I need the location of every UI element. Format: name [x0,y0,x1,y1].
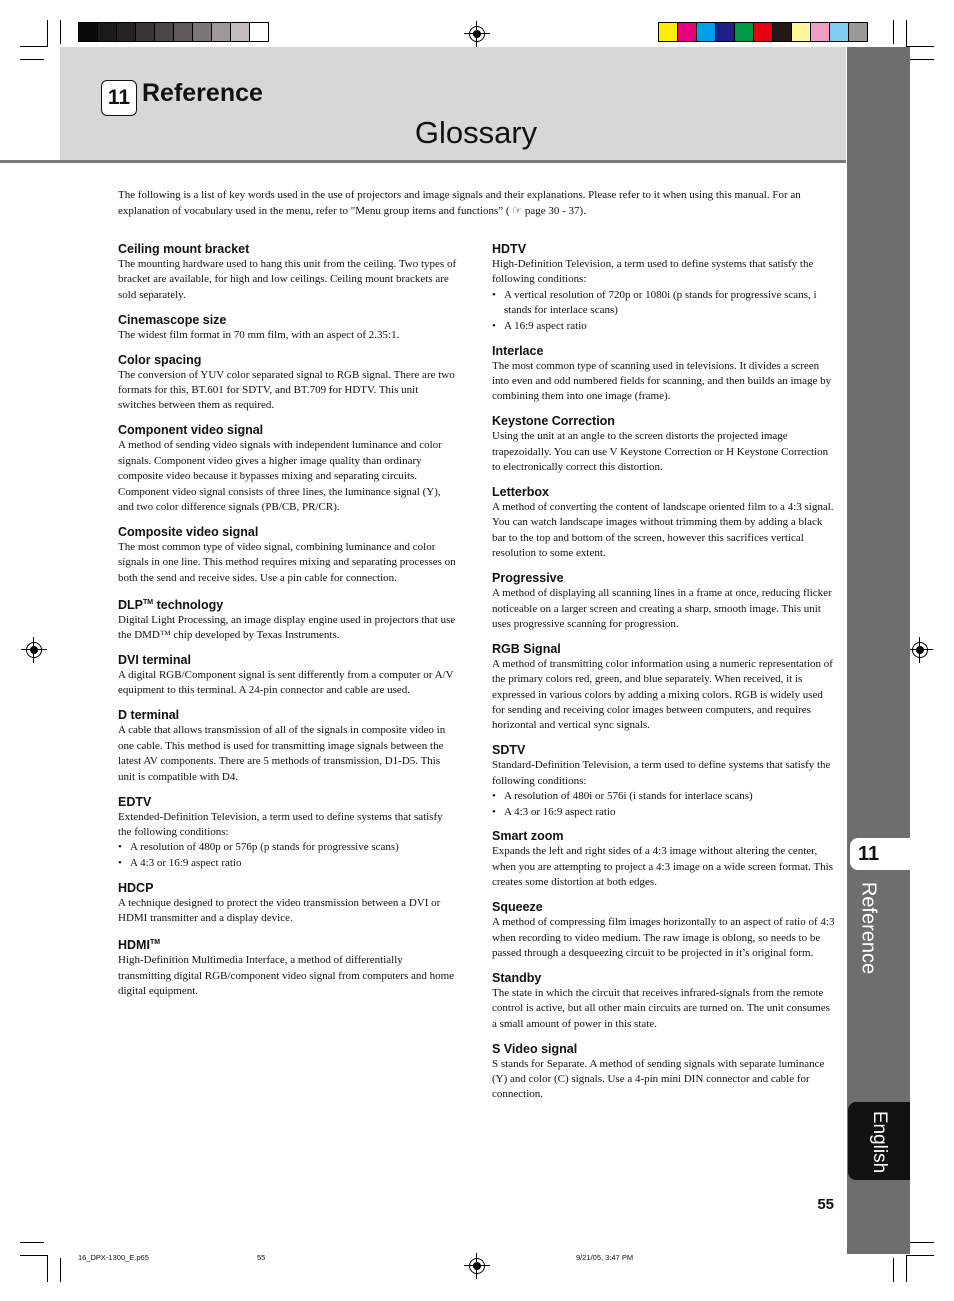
glossary-term [492,570,836,586]
glossary-term [118,794,458,810]
glossary-entry [492,742,836,820]
color-swatch [174,23,193,41]
glossary-entry [492,641,836,734]
glossary-term [118,524,458,540]
glossary-term [118,595,458,613]
glossary-entry [492,899,836,961]
registration-mark-icon [469,26,485,42]
color-swatch [735,23,754,41]
grayscale-color-bar [78,22,269,42]
page-title: Glossary [414,115,538,150]
glossary-column-left [118,241,458,1008]
glossary-term-text: D terminal [118,708,180,723]
glossary-entry [492,241,836,334]
glossary-term-text: Cinemascope size [118,312,227,327]
glossary-term [492,742,836,758]
chapter-number-badge: 11 [101,80,137,116]
condition-list [492,288,836,334]
intro-paragraph: The following is a list of key words used in the use of projectors and image signals and their explanations. Please refer to it when using this manual. For an explanation of vocabulary used in the menu, refer to "Menu group items and functions” ( ☞ page 30 - 37). [118,189,801,217]
glossary-term-text: Interlace [492,343,544,358]
glossary-term [492,484,836,500]
glossary-entry [492,1041,836,1103]
glossary-term [492,1041,836,1057]
glossary-entry [492,343,836,405]
glossary-term [118,312,458,328]
glossary-term [118,241,458,257]
glossary-term [492,899,836,915]
glossary-term-text: Ceiling mount bracket [118,242,250,256]
glossary-definition: The most common type of scanning used in televisions. It divides a screen into even and odd numbered fields for scanning, and then builds an image by combining them into one image (frame). [492,359,832,403]
trademark-superscript: TM [149,938,161,946]
glossary-entry [118,652,458,699]
glossary-entry [118,595,458,644]
glossary-term [118,652,458,668]
crop-mark [893,1258,894,1282]
color-swatch [98,23,117,41]
condition-list [492,789,836,820]
header-divider [0,160,846,163]
glossary-definition: The mounting hardware used to hang this unit from the ceiling. Two types of bracket are available, for high and low ceilings. Ceiling mount brackets are sold separately. [118,258,457,301]
glossary-definition: Extended-Definition Television, a term used to define systems that satisfy the following conditions: [118,810,443,838]
glossary-definition: A method of converting the content of landscape oriented film to a 4:3 signal. You can watch landscape images without trimming them by adding a black bar to the top and bottom of the screen, however this sacrifices vertical resolution to some extent. [492,500,834,560]
crop-mark [906,1255,907,1282]
chapter-title: Reference [142,79,263,107]
color-swatch [250,23,268,41]
condition-item: • A resolution of 480p or 576p (p stands for progressive scans) [118,840,458,855]
color-swatch [716,23,735,41]
glossary-term-text: Progressive [492,571,564,586]
glossary-definition: A digital RGB/Component signal is sent differently from a computer or A/V equipment to this terminal. A 24-pin connector and cable are used. [118,669,454,697]
glossary-term-text: Color spacing [118,352,202,367]
glossary-entry [492,570,836,632]
crop-mark [906,20,907,47]
glossary-term [492,413,836,429]
glossary-column-right [492,241,836,1111]
glossary-entry [492,413,836,475]
glossary-term-text: Letterbox [492,484,549,499]
glossary-term-text: SDTV [492,743,526,758]
glossary-definition: The state in which the circuit that receives infrared-signals from the remote control is active, but all other main circuits are turned on. The unit consumes a small amount of power in this state. [492,986,830,1030]
color-swatch [193,23,212,41]
glossary-term [492,828,836,844]
side-tab-section-label [828,881,908,975]
color-swatch [678,23,697,41]
registration-mark-icon [912,642,928,658]
glossary-definition: Digital Light Processing, an image display engine used in projectors that use the DMD™ chip developed by Texas Instruments. [118,613,456,642]
glossary-entry [492,484,836,562]
glossary-entry [118,312,458,343]
glossary-definition: The conversion of YUV color separated signal to RGB signal. There are two formats for this, BT.601 for SDTV, and BT.709 for HDTV. This unit switches between them as required. [118,368,455,412]
glossary-term-text: Keystone Correction [492,414,615,429]
glossary-entry [492,828,836,890]
glossary-term-text: Composite video signal [118,524,259,539]
glossary-term-text: Smart zoom [492,829,564,844]
glossary-definition: A method of transmitting color information using a numeric representation of the primary colors red, green, and blue separately. When received, it is expressed in various colors by adding a mixing colors. RGB is widely used for sending and receiving color images between computers, and requires horizontal and vertical sync signals. [492,657,833,732]
glossary-entry [118,707,458,785]
color-swatch [754,23,773,41]
glossary-entry [118,241,458,303]
footer-page: 55 [257,1253,266,1262]
process-color-bar [658,22,868,42]
footer-file-name: 16_DPX-1300_E.p65 [78,1253,149,1262]
side-tab-language-text: English [869,1110,890,1174]
glossary-definition: The most common type of video signal, combining luminance and color signals in one line. This method requires mixing and separating processes on both the send and receive sides. Use a pin cable for connection. [118,540,456,584]
color-swatch [697,23,716,41]
color-swatch [231,23,250,41]
color-swatch [830,23,849,41]
glossary-definition: Standard-Definition Television, a term used to define systems that satisfy the following conditions: [492,759,831,787]
glossary-term [118,422,458,438]
condition-item: • A 16:9 aspect ratio [492,319,836,334]
glossary-definition: High-Definition Multimedia Interface, a method of differentially transmitting digital RGB/component video signal from computers and home digital equipment. [118,954,455,997]
crop-mark [60,1258,61,1282]
glossary-term [492,241,836,257]
glossary-term [118,707,458,723]
condition-item: • A resolution of 480i or 576i (i stands for interlace scans) [492,789,836,804]
crop-mark [910,59,934,60]
crop-mark [47,1255,48,1282]
glossary-definition: Expands the left and right sides of a 4:3 image without altering the center, when you are attempting to project a 4:3 image on a wide screen format. This creates some distortion at both edges. [492,845,833,889]
glossary-term-text: EDTV [118,794,152,809]
glossary-term [492,641,836,657]
crop-mark [20,59,44,60]
color-swatch [117,23,136,41]
glossary-definition: A method of displaying all scanning lines in a frame at once, reducing flicker noticeable on a larger screen and creating a sharp, smooth image. This unit uses progressive scanning for progression. [492,587,832,630]
condition-item: • A 4:3 or 16:9 aspect ratio [492,805,836,820]
glossary-definition: A method of sending video signals with independent luminance and color signals. Component video gives a higher image quality than ordinary composite video because it bypasses mixing and separating circuits. Component video signal consists of three lines, the luminance signal (Y), and two color difference signals (PB/CB, PR/CR). [118,439,442,513]
footer-timestamp: 9/21/05, 3:47 PM [576,1253,634,1262]
glossary-term [118,880,458,896]
condition-item: • A 4:3 or 16:9 aspect ratio [118,856,458,871]
crop-mark [893,20,894,44]
glossary-definition: A method of compressing film images horizontally to an aspect of ratio of 4:3 when recording to video medium. The raw image is oblong, so needs to be passed through a desqueezing circuit to be projected in it’s original form. [492,916,835,959]
glossary-definition: The widest film format in 70 mm film, with an aspect of 2.35:1. [118,328,400,341]
glossary-definition: S stands for Separate. A method of sending signals with separate luminance (Y) and color (C) signals. Use a 4-pin mini DIN connector and cable for connection. [492,1057,825,1101]
glossary-term [118,935,458,953]
crop-mark [910,1242,934,1243]
glossary-definition: A technique designed to protect the video transmission between a DVI or HDMI transmitter and a display device. [118,896,441,925]
crop-mark [60,20,61,44]
color-swatch [849,23,867,41]
color-swatch [155,23,174,41]
glossary-entry [118,422,458,515]
glossary-term-suffix: technology [153,597,224,612]
color-swatch [79,23,98,41]
glossary-term [118,352,458,368]
color-swatch [212,23,231,41]
condition-item: • A vertical resolution of 720p or 1080i (p stands for progressive scans, i stands for interlace scans) [492,288,836,319]
condition-list [118,840,458,871]
glossary-definition: High-Definition Television, a term used to define systems that satisfy the following conditions: [492,258,814,286]
crop-mark [20,1255,47,1256]
glossary-definition: A cable that allows transmission of all of the signals in composite video in one cable. This method is used for transmitting image signals between the latest AV components. There are 5 methods of transmission, D1-D5. This unit is compatible with D4. [118,724,446,783]
registration-mark-icon [469,1258,485,1274]
glossary-term-text: HDCP [118,880,154,895]
glossary-term-text: Standby [492,970,542,985]
crop-mark [20,46,47,47]
glossary-entry [492,970,836,1032]
glossary-term-text: HDMI [118,938,150,953]
crop-mark [47,20,48,47]
color-swatch [811,23,830,41]
glossary-definition: Using the unit at an angle to the screen distorts the projected image trapezoidally. You can use V Keystone Correction or H Keystone Correction to electronically correct this distortion. [492,430,829,474]
crop-mark [907,1255,934,1256]
glossary-entry [118,352,458,414]
glossary-term-text: HDTV [492,242,527,256]
glossary-term-text: Component video signal [118,423,264,438]
glossary-term-text: DLP [118,597,143,612]
glossary-entry [118,880,458,927]
trademark-superscript: TM [143,598,154,606]
side-tab [847,47,910,1254]
side-tab-language-label [848,1102,910,1180]
glossary-term-text: RGB Signal [492,641,561,656]
color-swatch [659,23,678,41]
glossary-term [492,970,836,986]
glossary-term [492,343,836,359]
crop-mark [907,46,934,47]
color-swatch [773,23,792,41]
crop-mark [20,1242,44,1243]
glossary-term-text: DVI terminal [118,653,191,668]
color-swatch [136,23,155,41]
glossary-term-text: Squeeze [492,900,543,915]
color-swatch [792,23,811,41]
registration-mark-icon [26,642,42,658]
page-number: 55 [817,1196,834,1213]
side-tab-chapter-number: 11 [850,838,910,870]
glossary-entry [118,524,458,586]
side-tab-section-text: Reference [857,881,880,975]
glossary-entry [118,794,458,872]
glossary-term-text: S Video signal [492,1041,578,1056]
glossary-entry [118,935,458,999]
